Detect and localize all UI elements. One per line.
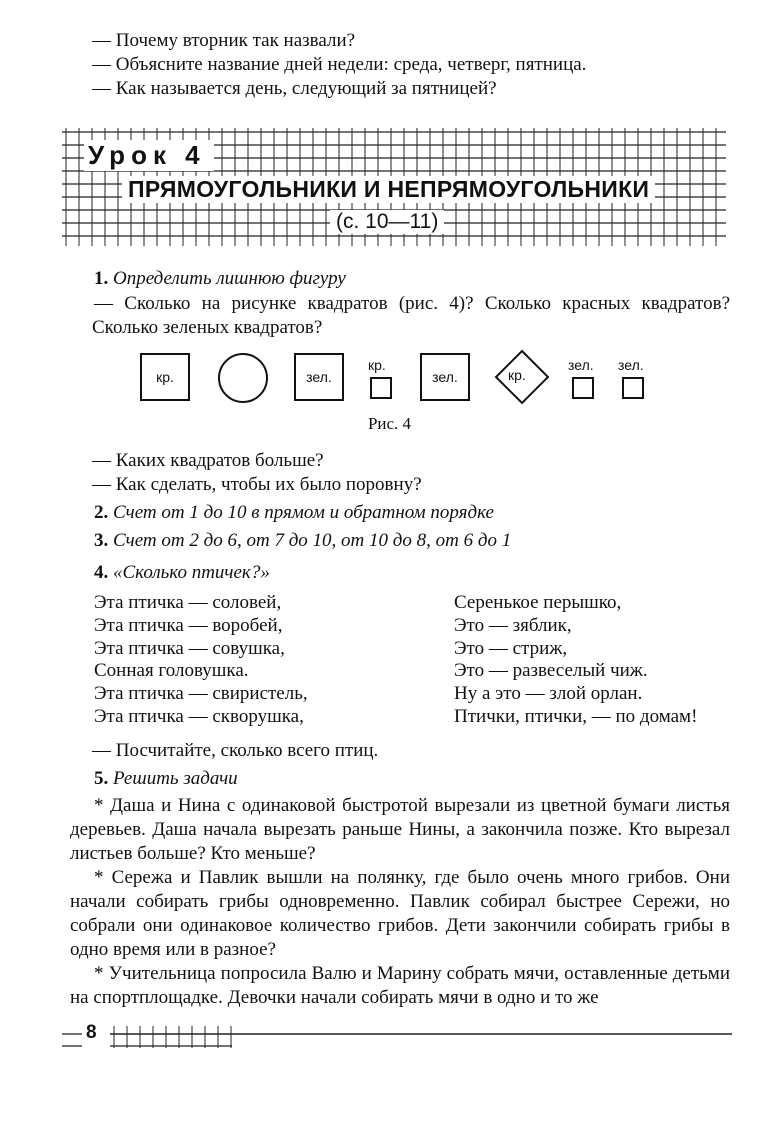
poem-line: Это — зяблик, — [454, 614, 572, 636]
page-footer — [62, 1020, 732, 1050]
intro-line-2: — Объясните название дней недели: среда, четверг, пятница. — [92, 54, 587, 75]
task4 — [94, 562, 731, 584]
task1-title: Определить лишнюю фигуру — [113, 268, 346, 289]
problem-2: * Сережа и Павлик вышли на полянку, где было очень много грибов. Они начали собирать грибы одновременно. Павлик собирал быстрее Сережи, но собрали они одинаковое количество грибов. Дети закончили собирать грибы в одно время или в разное? — [70, 867, 730, 960]
poem-line: Ну а это — злой орлан. — [454, 683, 643, 705]
small-square-red — [370, 377, 392, 399]
task2-number: 2. — [94, 502, 109, 523]
square-green-2: зел. — [420, 353, 470, 401]
figure-4 — [140, 345, 660, 405]
lesson-label: Урок 4 — [84, 140, 214, 171]
poem-line: Это — развеселый чиж. — [454, 660, 648, 682]
lesson-pages: (с. 10—11) — [330, 210, 444, 234]
problem-3: * Учительница попросила Валю и Марину собрать мячи, оставленные детьми на спортплощадке. Девочки начали собирать мячи в одно и то же — [70, 963, 730, 1008]
task4-after: — Посчитайте, сколько всего птиц. — [92, 740, 379, 761]
poem-line: Серенькое перышко, — [454, 592, 622, 613]
task3-text: Счет от 2 до 6, от 7 до 10, от 10 до 8, от 6 до 1 — [113, 530, 512, 551]
small-square-green-2 — [622, 377, 644, 399]
circle — [218, 353, 268, 403]
task4-number: 4. — [94, 562, 109, 583]
task1-after-1: — Каких квадратов больше? — [92, 450, 324, 471]
problem-1: * Даша и Нина с одинаковой быстротой вырезали из цветной бумаги листья деревьев. Даша начала вырезать раньше Нины, а закончила позже. Кто вырезал листьев больше? Кто меньше? — [70, 795, 730, 864]
task5 — [94, 768, 731, 790]
lesson-title: ПРЯМОУГОЛЬНИКИ И НЕПРЯМОУГОЛЬНИКИ — [122, 176, 655, 203]
poem-right — [454, 592, 697, 729]
task5-number: 5. — [94, 768, 109, 789]
poem-left — [94, 592, 308, 729]
poem-line: Эта птичка — соловей, — [94, 592, 282, 613]
task4-text: «Сколько птичек?» — [113, 562, 270, 583]
square-red-1: кр. — [140, 353, 190, 401]
intro-line-3: — Как называется день, следующий за пятницей? — [92, 78, 497, 99]
task3 — [94, 530, 731, 552]
poem-line: Эта птичка — свиристель, — [94, 683, 308, 705]
figure-caption: Рис. 4 — [367, 414, 412, 433]
poem-line: Эта птичка — совушка, — [94, 637, 285, 659]
task2-text: Счет от 1 до 10 в прямом и обратном порядке — [113, 502, 494, 523]
diamond-label-kr: кр. — [508, 367, 526, 383]
lesson-banner — [62, 128, 726, 246]
task2 — [94, 502, 731, 524]
small-square-label-kr: кр. — [368, 357, 386, 373]
page-number: 8 — [86, 1022, 97, 1043]
task1-heading — [94, 268, 731, 290]
small-square-green-1 — [572, 377, 594, 399]
poem-line: Сонная головушка. — [94, 660, 249, 682]
task5-text: Решить задачи — [113, 768, 238, 789]
task1-question: — Сколько на рисунке квадратов (рис. 4)? Сколько красных квадратов? Сколько зеленых квадратов? — [92, 293, 730, 338]
poem-line: Это — стриж, — [454, 637, 568, 659]
small-square-label-zel-2: зел. — [618, 357, 644, 373]
poem-line: Птички, птички, — по домам! — [454, 705, 698, 727]
task3-number: 3. — [94, 530, 109, 551]
poem-line: Эта птичка — воробей, — [94, 614, 283, 636]
intro-line-1: — Почему вторник так назвали? — [92, 30, 356, 51]
task1-after-2: — Как сделать, чтобы их было поровну? — [92, 474, 422, 495]
footer-rule — [62, 1020, 732, 1050]
poem-line: Эта птичка — скворушка, — [94, 705, 304, 727]
square-green-1: зел. — [294, 353, 344, 401]
small-square-label-zel-1: зел. — [568, 357, 594, 373]
task1-number: 1. — [94, 268, 109, 289]
